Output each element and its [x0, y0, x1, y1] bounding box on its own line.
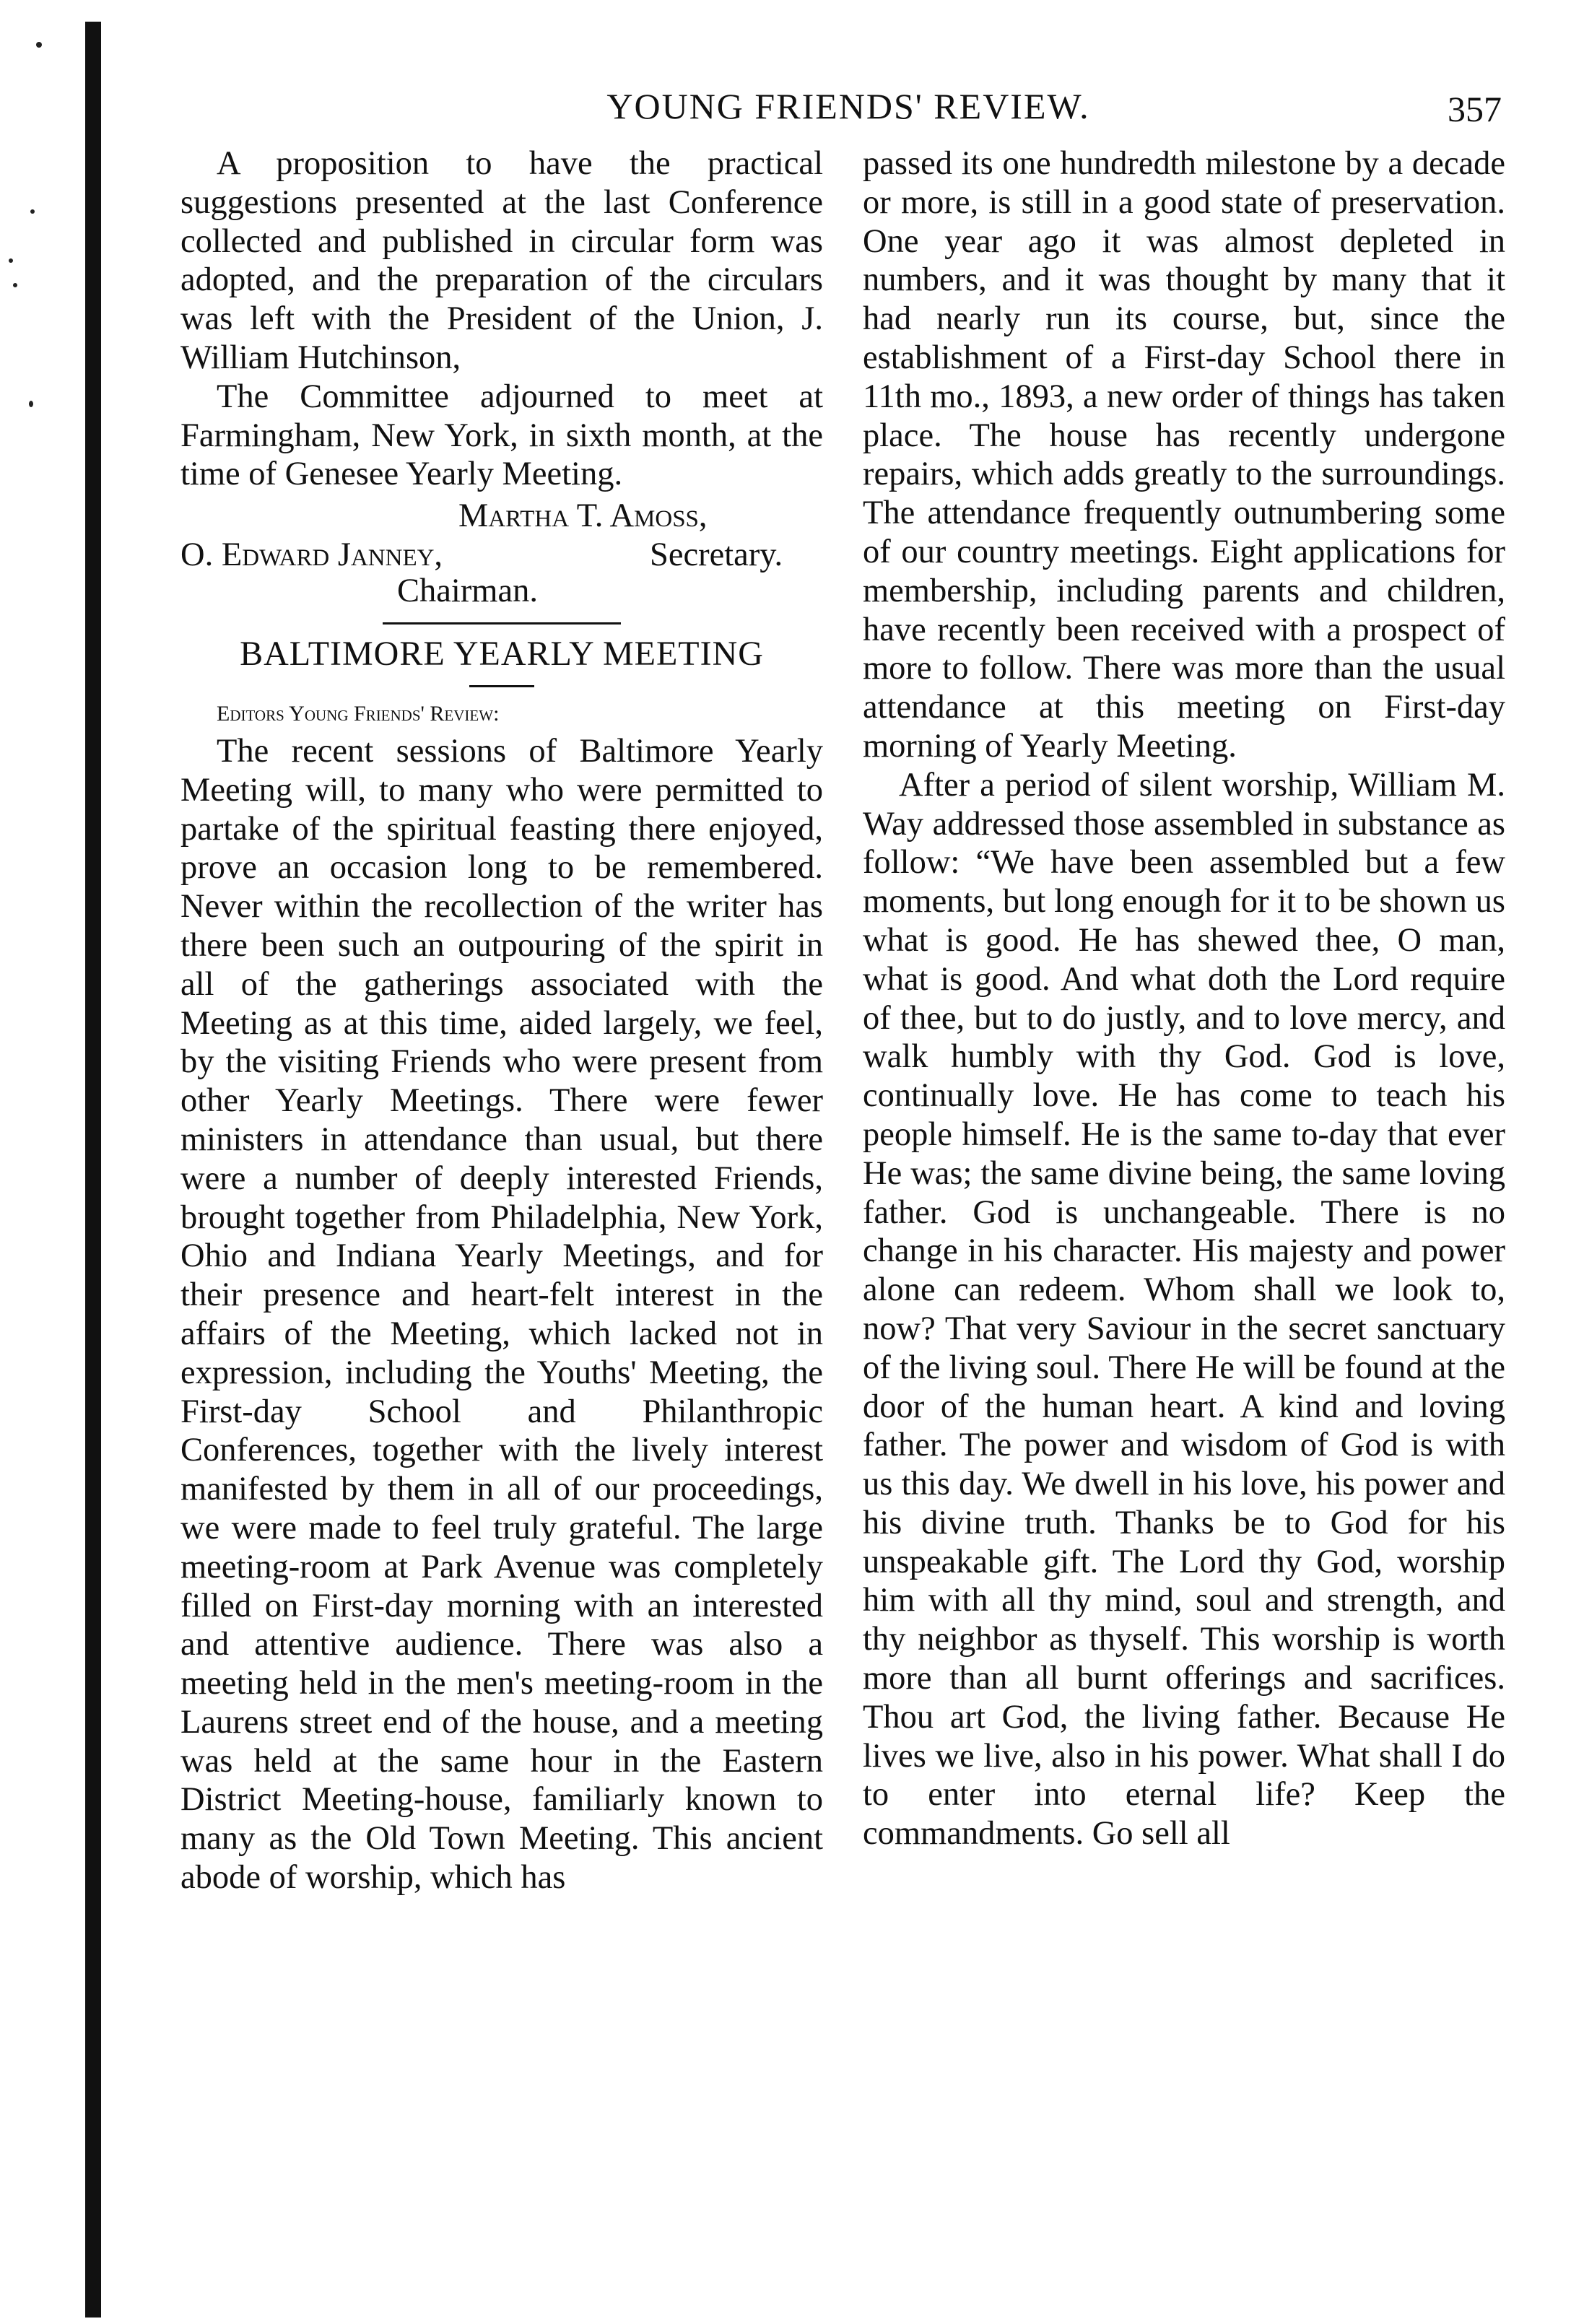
page-header	[180, 85, 1516, 129]
title-rule	[469, 685, 534, 687]
secretary-title: Secretary.	[650, 536, 783, 574]
secretary-name: Martha T. Amoss,	[458, 497, 708, 535]
margin-speck	[30, 209, 35, 214]
old-town-paragraph: passed its one hundredth milestone by a decade or more, is still in a good state of preservation. One year ago it was almost depleted in numbers, and it was thought by many that it had nearly run its course, but, since the establishment of a First-day School there in 11th mo., 1893, a new order of things has taken place. The house has recently undergone repairs, which adds greatly to the surroundings. The attendance frequently outnumbering some of our country meetings. Eight applications for membership, including parents and children, have recently been received with a prospect of more to follow. There was more than the usual attendance at this meeting on First-day morning of Yearly Meeting.	[863, 145, 1505, 765]
binding-edge	[85, 22, 101, 2318]
page-number: 357	[1448, 89, 1502, 129]
running-head: YOUNG FRIENDS' REVIEW.	[606, 86, 1090, 126]
signature-block	[180, 494, 823, 608]
left-column	[180, 144, 823, 1897]
editors-salutation: Editors Young Friends' Review:	[217, 701, 500, 726]
adjournment-paragraph: The Committee adjourned to meet at Farmingham, New York, in sixth month, at the time of Genesee Yearly Meeting.	[180, 378, 823, 493]
chairman-title: Chairman.	[397, 573, 538, 610]
margin-speck	[9, 258, 13, 263]
margin-speck	[13, 283, 17, 287]
right-column	[863, 144, 1505, 1853]
margin-speck	[36, 42, 42, 48]
sermon-paragraph: After a period of silent worship, William M. Way addressed those assembled in substance as follow: “We have been assembled but a few moments, but long enough for it to be shown us what is good. He has shewed thee, O man, what is good. And what doth the Lord require of thee, but to do justly, and to love mercy, and walk humbly with thy God. God is love, continually love. He has come to teach his people himself. He is the same to-day that ever He was; the same divine being, the same loving father. God is unchangeable. There is no change in his character. His majesty and power alone can redeem. Whom shall we look to, now? That very Saviour in the secret sanctuary of the living soul. There He will be found at the door of the human heart. A kind and loving father. The power and wisdom of God is with us this day. We dwell in his love, his power and his divine truth. Thanks be to God for his unspeakable gift. The Lord thy God, worship him with all thy mind, soul and strength, and thy neighbor as thyself. This worship is worth more than all burnt offerings and sacrifices. Thou art God, the living father. Because He lives we live, also in his power. What shall I do to enter into eternal life? Keep the commandments. Go sell all	[863, 766, 1505, 1853]
section-divider	[383, 622, 621, 624]
baltimore-paragraph: The recent sessions of Baltimore Yearly Meeting will, to many who were permitted to partake of the spiritual feasting there enjoyed, prove an occasion long to be remembered. Never within the recollection of the writer has there been such an outpouring of the spirit in all of the gatherings associated with the Meeting as at this time, aided largely, we feel, by the visiting Friends who were present from other Yearly Meetings. There were fewer ministers in attendance than usual, but there were a number of deeply interested Friends, brought together from Philadelphia, New York, Ohio and Indiana Yearly Meetings, and for their presence and heart-felt interest in the affairs of the Meeting, which lacked not in expression, including the Youths' Meeting, the First-day School and Philanthropic Conferences, together with the lively interest manifested by them in all of our proceedings, we were made to feel truly grateful. The large meeting-room at Park Avenue was completely filled on First-day morning with an interested and attentive audience. There was also a meeting held in the men's meeting-room in the Laurens street end of the house, and a meeting was held at the same hour in the Eastern District Meeting-house, familiarly known to many as the Old Town Meeting. This ancient abode of worship, which has	[180, 732, 823, 1897]
proposition-paragraph: A proposition to have the practical suggestions presented at the last Conference collected and published in circular form was adopted, and the preparation of the circulars was left with the President of the Union, J. William Hutchinson,	[180, 145, 823, 376]
margin-speck	[29, 401, 33, 407]
chairman-name: O. Edward Janney,	[180, 536, 443, 574]
section-title: BALTIMORE YEARLY MEETING	[240, 635, 764, 674]
